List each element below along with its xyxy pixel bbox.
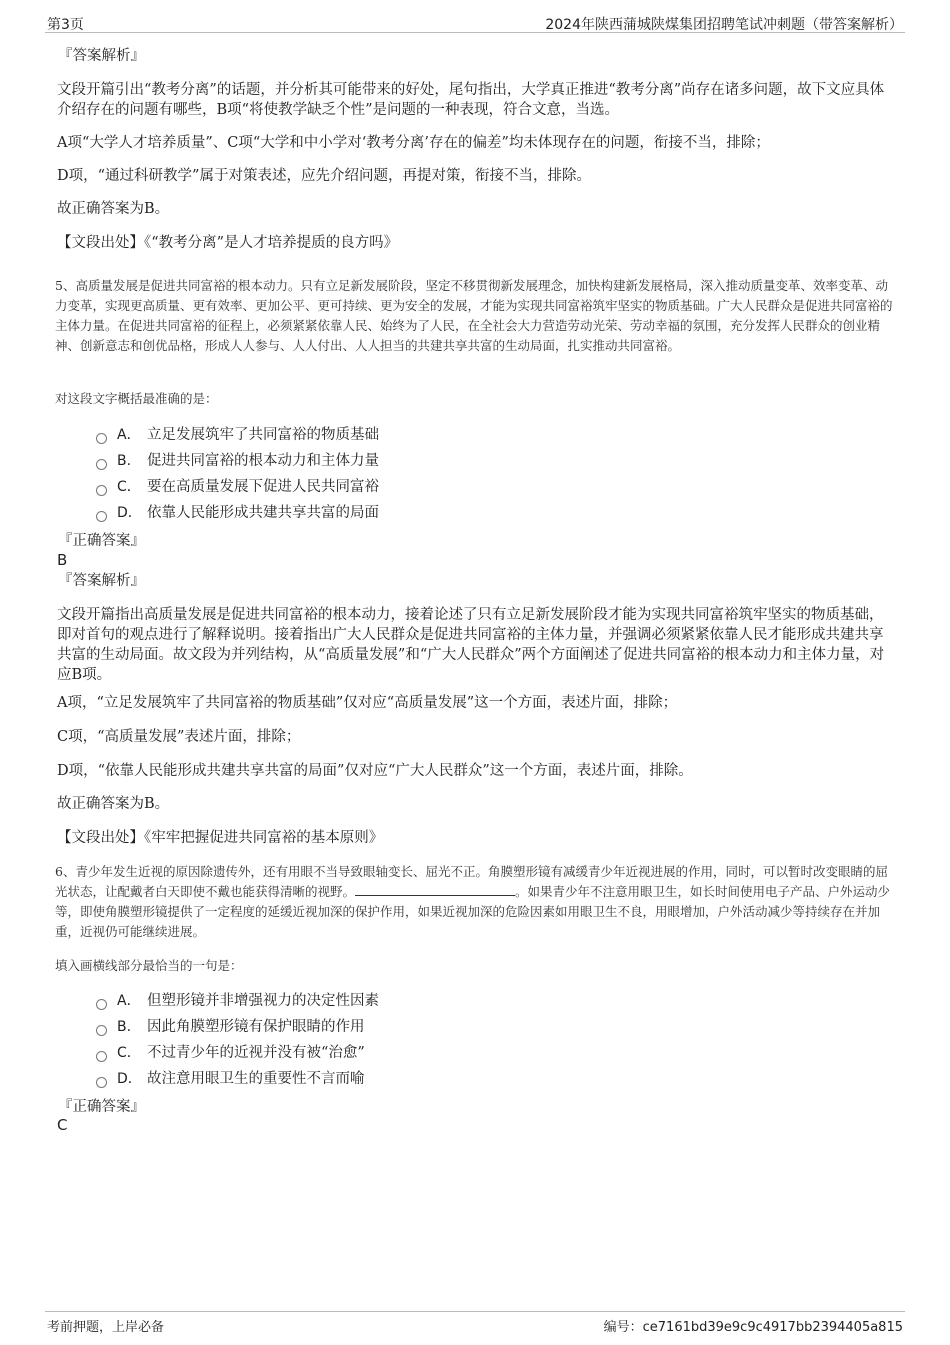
- radio-button[interactable]: [96, 1051, 107, 1062]
- code-value: ce7161bd39e9c9c4917bb2394405a815: [642, 1320, 903, 1335]
- option-d[interactable]: [96, 1069, 365, 1089]
- option-text: 依靠人民能形成共建共享共富的局面: [147, 505, 379, 521]
- correct-answer: C: [57, 1116, 68, 1134]
- option-a[interactable]: [96, 425, 379, 445]
- correct-answer-label: 『正确答案』: [58, 533, 145, 549]
- analysis-paragraph: D项，“依靠人民能形成共建共享共富的局面”仅对应“广大人民群众”这一个方面，表述片面，排除。: [57, 763, 693, 779]
- analysis-paragraph: A项，“立足发展筑牢了共同富裕的物质基础”仅对应“高质量发展”这一个方面，表述片面，排除；: [57, 695, 678, 711]
- option-text: 因此角膜塑形镜有保护眼睛的作用: [147, 1019, 365, 1035]
- question-prompt: 填入画横线部分最恰当的一句是：: [55, 958, 243, 973]
- option-c[interactable]: [96, 477, 379, 497]
- page-footer: [45, 1311, 905, 1334]
- option-letter: A．: [117, 427, 141, 443]
- question-text: [55, 862, 895, 942]
- option-letter: B.: [117, 1019, 132, 1035]
- option-c[interactable]: [96, 1043, 365, 1063]
- option-b[interactable]: [96, 451, 379, 471]
- radio-button[interactable]: [96, 459, 107, 470]
- analysis-paragraph: 文段开篇引出“教考分离”的话题，并分析其可能带来的好处，尾句指出，大学真正推进“教考分离”尚存在诸多问题，故下文应具体介绍存在的问题有哪些，B项“将使教学缺乏个性”是问题的一种表现，符合文意，当选。: [57, 82, 885, 118]
- analysis-label: 『答案解析』: [58, 573, 145, 589]
- option-text: 促进共同富裕的根本动力和主体力量: [147, 453, 379, 469]
- option-b[interactable]: [96, 1017, 365, 1037]
- question-prompt: 对这段文字概括最准确的是：: [55, 391, 218, 406]
- radio-button[interactable]: [96, 1025, 107, 1036]
- source-citation: 【文段出处】《牢牢把握促进共同富裕的基本原则》: [57, 830, 384, 846]
- analysis-paragraph: 文段开篇指出高质量发展是促进共同富裕的根本动力，接着论述了只有立足新发展阶段才能为实现共同富裕筑牢坚实的物质基础，即对首句的观点进行了解释说明。接着指出广大人民群众是促进共同富裕的主体力量，并强调必须紧紧依靠人民才能形成共建共享共富的生动局面。故文段为并列结构，从“高质量发展”和“广大人民群众”两个方面阐述了促进共同富裕的根本动力和主体力量，对应B项。: [57, 607, 885, 683]
- option-letter: A．: [117, 993, 141, 1009]
- option-letter: C．: [117, 1045, 141, 1061]
- analysis-paragraph: D项，“通过科研教学”属于对策表述，应先介绍问题，再提对策，衔接不当，排除。: [57, 168, 591, 184]
- option-letter: C．: [117, 479, 141, 495]
- radio-button[interactable]: [96, 511, 107, 522]
- page-number: 第3页: [47, 17, 84, 33]
- radio-button[interactable]: [96, 1077, 107, 1088]
- footer-slogan: 考前押题，上岸必备: [47, 1320, 165, 1335]
- option-text: 立足发展筑牢了共同富裕的物质基础: [147, 427, 379, 443]
- analysis-paragraph: 故正确答案为B。: [57, 796, 170, 812]
- question-text-before: 6、青少年发生近视的原因除遗传外，还有用眼不当导致眼轴变长、屈光不正。角膜塑形镜有减缓青少年近视进展的作用，同时，可以暂时改变眼睛的屈光状态，让配戴者白天即使不戴也能获得清晰的视野。: [55, 864, 888, 899]
- fill-blank: [355, 883, 515, 896]
- radio-button[interactable]: [96, 999, 107, 1010]
- document-title: 2024年陕西蒲城陕煤集团招聘笔试冲刺题（带答案解析）: [545, 17, 903, 33]
- correct-answer-label: 『正确答案』: [58, 1099, 145, 1115]
- analysis-paragraph: C项，“高质量发展”表述片面，排除；: [57, 729, 301, 745]
- radio-button[interactable]: [96, 485, 107, 496]
- option-text: 故注意用眼卫生的重要性不言而喻: [147, 1071, 365, 1087]
- question-text-after: 。如果青少年不注意用眼卫生，如长时间使用电子产品、户外运动少等，即使角膜塑形镜提供了一定程度的延缓近视加深的保护作用，如果近视加深的危险因素如用眼卫生不良，用眼增加，户外活动减少等持续存在并加重，近视仍可能继续进展。: [55, 884, 891, 939]
- radio-button[interactable]: [96, 433, 107, 444]
- option-letter: B.: [117, 453, 132, 469]
- option-letter: D．: [117, 1071, 142, 1087]
- correct-answer: B: [57, 551, 68, 569]
- analysis-paragraph: 故正确答案为B。: [57, 201, 170, 217]
- option-text: 不过青少年的近视并没有被“治愈”: [147, 1045, 365, 1061]
- option-d[interactable]: [96, 503, 379, 523]
- document-code: [604, 1316, 903, 1335]
- option-letter: D．: [117, 505, 142, 521]
- analysis-label: 『答案解析』: [58, 48, 145, 64]
- source-citation: 【文段出处】《“教考分离”是人才培养提质的良方吗》: [57, 235, 399, 251]
- analysis-paragraph: A项“大学人才培养质量”、C项“大学和中小学对‘教考分离’存在的偏差”均未体现存在的问题，衔接不当，排除；: [57, 135, 770, 151]
- page-header: [45, 12, 905, 33]
- option-text: 但塑形镜并非增强视力的决定性因素: [147, 993, 379, 1009]
- question-text: 5、高质量发展是促进共同富裕的根本动力。只有立足新发展阶段，坚定不移贯彻新发展理念，加快构建新发展格局，深入推动质量变革、效率变革、动力变革，实现更高质量、更有效率、更加公平、更可持续、更为安全的发展，才能为实现共同富裕筑牢坚实的物质基础。广大人民群众是促进共同富裕的主体力量。在促进共同富裕的征程上，必须紧紧依靠人民、始终为了人民，在全社会大力营造劳动光荣、劳动幸福的氛围，充分发挥人民群众的创业精神、创新意志和创优品格，形成人人参与、人人付出、人人担当的共建共享共富的生动局面，扎实推动共同富裕。: [55, 278, 893, 353]
- code-label: 编号：: [603, 1320, 643, 1335]
- option-text: 要在高质量发展下促进人民共同富裕: [147, 479, 379, 495]
- option-a[interactable]: [96, 991, 379, 1011]
